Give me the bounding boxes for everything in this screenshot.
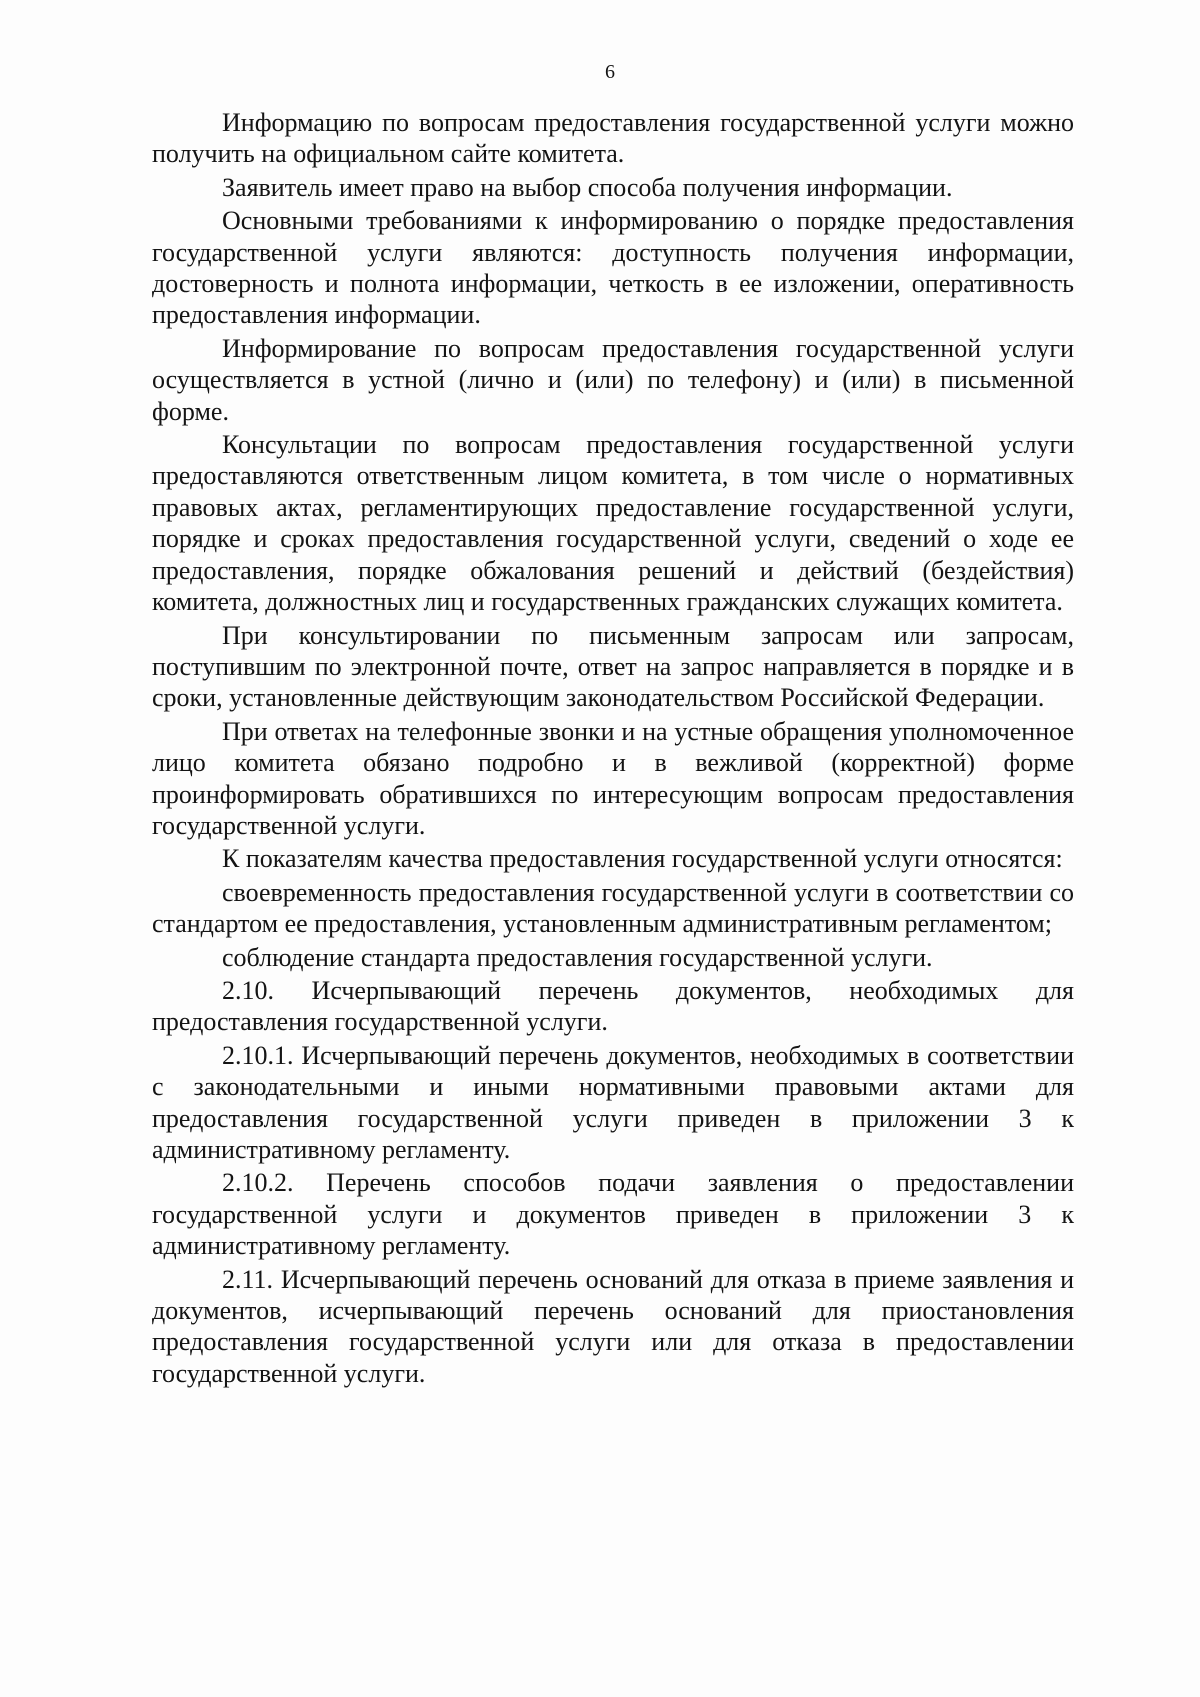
paragraph-consultations: Консультации по вопросам предоставления государственной услуги предоставляются ответственным лицом комитета, в том числе о нормативных правовых актах, регламентирующих предоставление государственной услуги, порядке и сроках предоставления государственной услуги, сведений о ходе ее предоставления, порядке обжалования решений и действий (бездействия) комитета, должностных лиц и государственных гражданских служащих комитета. xyxy=(152,430,1074,617)
paragraph-info-website: Информацию по вопросам предоставления государственной услуги можно получить на официальном сайте комитета. xyxy=(152,108,1074,169)
paragraph-section-2-10: 2.10. Исчерпывающий перечень документов, необходимых для предоставления государственной услуги. xyxy=(152,975,1074,1037)
paragraph-applicant-right: Заявитель имеет право на выбор способа получения информации. xyxy=(222,172,953,202)
paragraph-info-requirements: Основными требованиями к информированию о порядке предоставления государственной услуги являются: доступность получения информации, достоверность и полнота информации, четкость в ее изложении, оперативность предоставления информации. xyxy=(152,206,1074,330)
paragraph-section-2-11: 2.11. Исчерпывающий перечень оснований для отказа в приеме заявления и документов, исчерпывающий перечень оснований для приостановления предоставления государственной услуги или для отказа в предоставлении государственной услуги. xyxy=(152,1264,1074,1388)
paragraph-informing-forms: Информирование по вопросам предоставления государственной услуги осуществляется в устной (лично и (или) по телефону) и (или) в письменной форме. xyxy=(152,333,1074,426)
paragraph-section-2-10-2: 2.10.2. Перечень способов подачи заявления о предоставлении государственной услуги и документов приведен в приложении 3 к административному регламенту. xyxy=(152,1168,1074,1261)
document-body xyxy=(152,107,1074,1389)
page-number: 6 xyxy=(605,61,615,83)
paragraph-phone-calls: При ответах на телефонные звонки и на устные обращения уполномоченное лицо комитета обязано подробно и в вежливой (корректной) форме проинформировать обратившихся по интересующим вопросам предоставления государственной услуги. xyxy=(152,716,1074,840)
paragraph-written-requests: При консультировании по письменным запросам или запросам, поступившим по электронной почте, ответ на запрос направляется в порядке и в сроки, установленные действующим законодательством Российской Федерации. xyxy=(152,620,1074,713)
paragraph-section-2-10-1: 2.10.1. Исчерпывающий перечень документов, необходимых в соответствии с законодательными и иными нормативными правовыми актами для предоставления государственной услуги приведен в приложении 3 к административному регламенту. xyxy=(152,1040,1074,1164)
paragraph-standard-compliance: соблюдение стандарта предоставления государственной услуги. xyxy=(222,942,933,972)
paragraph-timeliness: своевременность предоставления государственной услуги в соответствии со стандартом ее предоставления, установленным административным регламентом; xyxy=(152,877,1074,939)
paragraph-quality-indicators: К показателям качества предоставления государственной услуги относятся: xyxy=(222,844,1063,874)
